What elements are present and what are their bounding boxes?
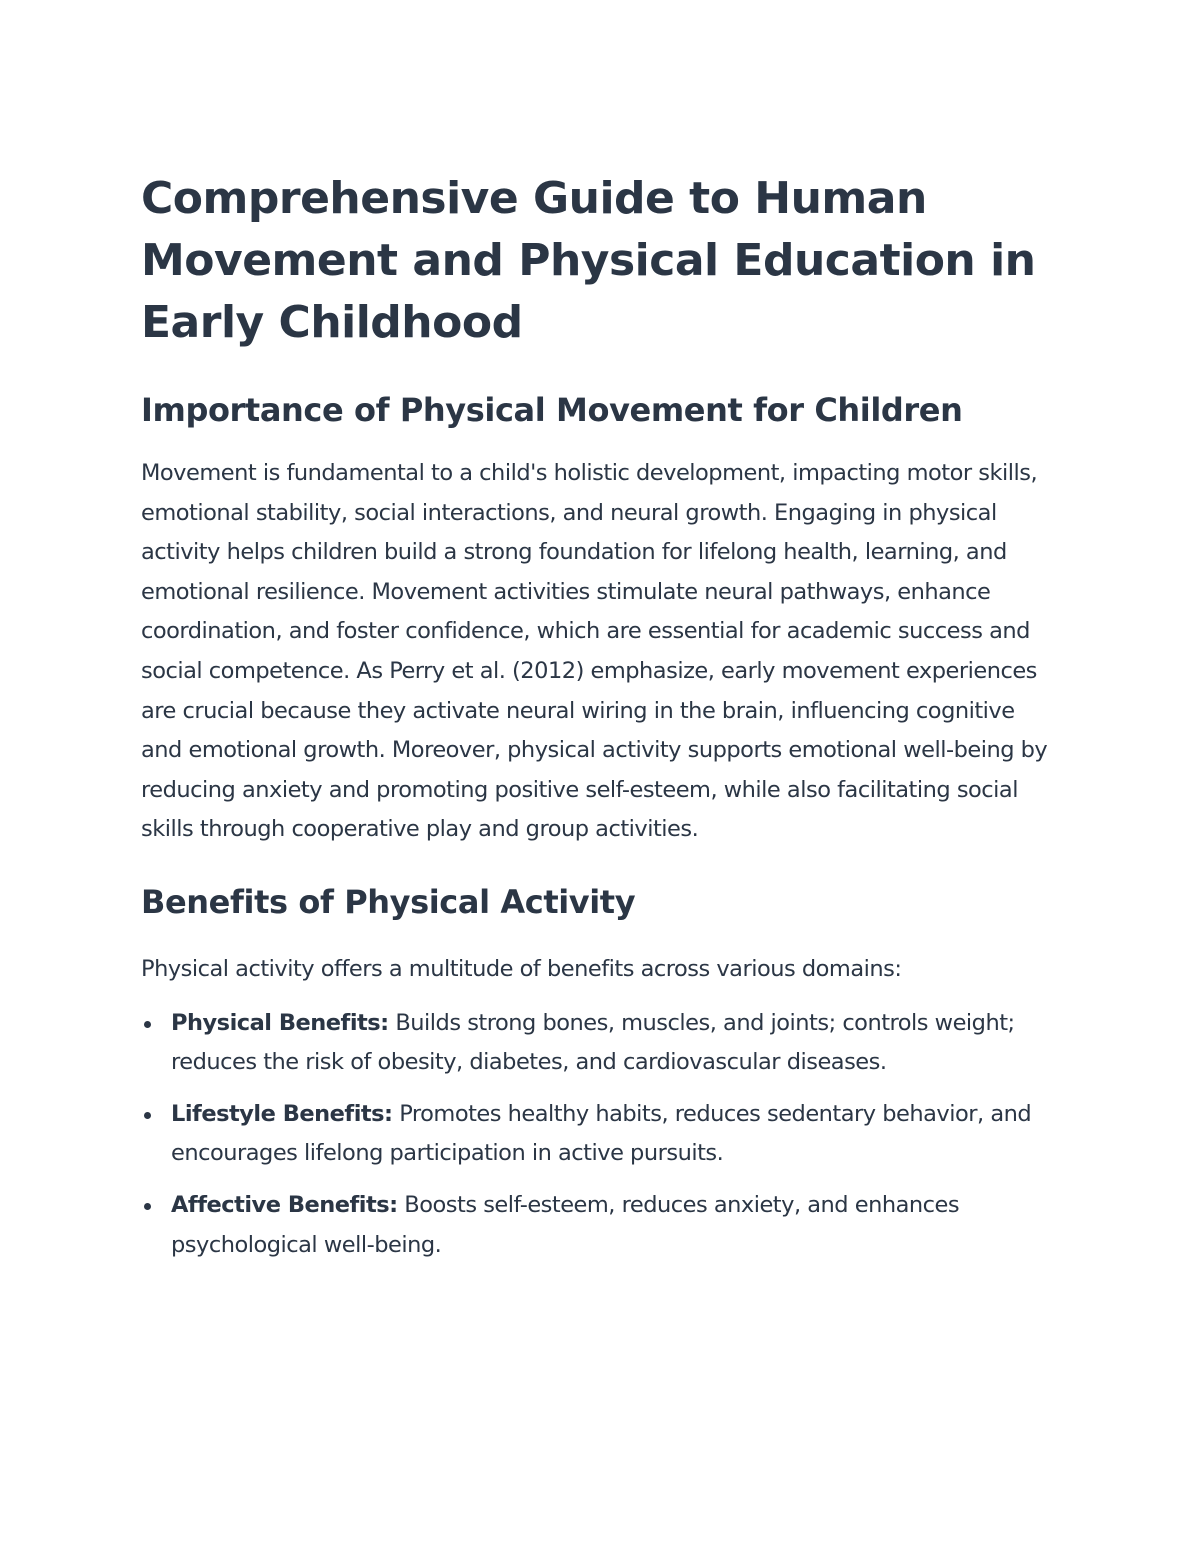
document-page: [141, 168, 1056, 1277]
benefit-text: Boosts self-esteem, reduces anxiety, and enhances psychological well-being.: [171, 1191, 960, 1258]
section-heading-benefits: Benefits of Physical Activity: [141, 882, 636, 921]
benefit-text: Builds strong bones, muscles, and joints; controls weight; reduces the risk of obesity, diabetes, and cardiovascular diseases.: [171, 1009, 1015, 1076]
section-paragraph-importance: Movement is fundamental to a child's holistic development, impacting motor skills, emotional stability, social interactions, and neural growth. Engaging in physical activity helps children build a strong foundation for lifelong health, learning, and emotional resilience. Movement activities stimulate neural pathways, enhance coordination, and foster confidence, which are essential for academic success and social competence. As Perry et al. (2012) emphasize, early movement experiences are crucial because they activate neural wiring in the brain, influencing cognitive and emotional growth. Moreover, physical activity supports emotional well-being by reducing anxiety and promoting positive self-esteem, while also facilitating social skills through cooperative play and group activities.: [141, 460, 1048, 843]
benefits-intro-text: Physical activity offers a multitude of benefits across various domains:: [141, 955, 902, 982]
benefit-term: Physical Benefits:: [171, 1009, 389, 1036]
list-item: [141, 1004, 1056, 1083]
bullet-icon: [144, 1112, 151, 1119]
benefit-term: Lifestyle Benefits:: [171, 1100, 393, 1127]
benefit-text: Promotes healthy habits, reduces sedentary behavior, and encourages lifelong participation in active pursuits.: [171, 1100, 1032, 1167]
bullet-icon: [144, 1203, 151, 1210]
benefits-list: [141, 1004, 1056, 1266]
list-item: [141, 1095, 1056, 1174]
document-title: Comprehensive Guide to Human Movement and Physical Education in Early Childhood: [141, 173, 1036, 348]
benefit-term: Affective Benefits:: [171, 1191, 398, 1218]
list-item: [141, 1186, 1056, 1265]
section-heading-importance: Importance of Physical Movement for Children: [141, 391, 963, 429]
bullet-icon: [144, 1021, 151, 1028]
